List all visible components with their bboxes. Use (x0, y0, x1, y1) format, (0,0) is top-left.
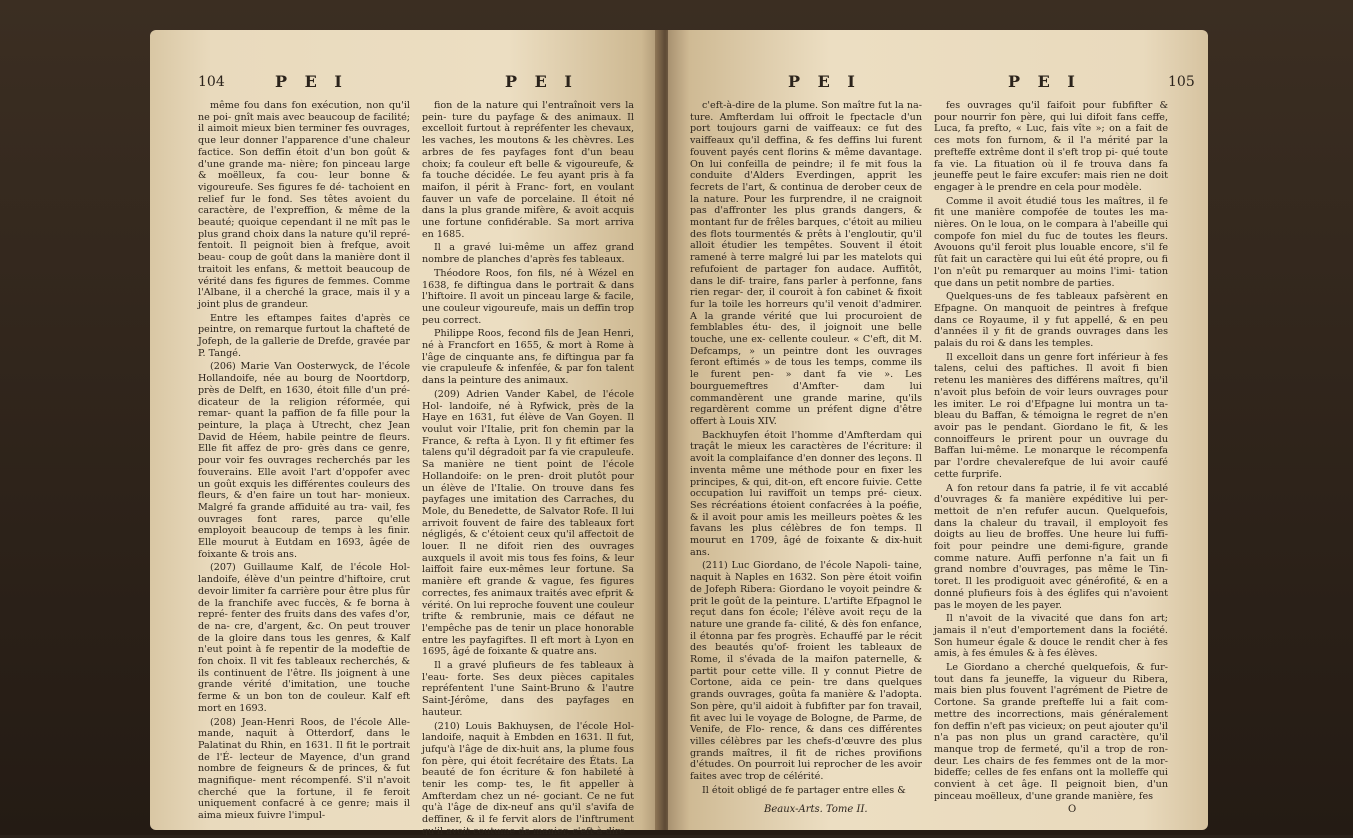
paragraph: Il étoit obligé de fe partager entre elles & (702, 784, 906, 796)
page-number-right: 105 (1168, 74, 1195, 90)
paragraph: Il n'avoit de la vivacité que dans fon art; jamais il n'eut d'emportement dans la fociété. Son humeur égale & douce le rendit cher à fes amis, à fes émules & à fes élèves. (934, 613, 1168, 660)
footer-signature-mark: O (1068, 804, 1077, 815)
paragraph: Philippe Roos, fecond fils de Jean Henri, né à Francfort en 1655, & mort à Rome à l'âge de cinquante ans, fe diftingua par fa vie crapuleufe & infenfée, & par fon talent dans la peinture des animaux. (422, 328, 634, 387)
paragraph: même fou dans fon exécution, non qu'il ne poi- gnît mais avec beaucoup de facilité; il aimoit mieux bien terminer fes ouvrages, que leur donner l'apparence d'une chaleur factice. Son deffin étoit d'un bon goût & d'une grande ma- nière; fon pinceau large & moëlleux, fa cou- leur bonne & vigoureufe. Ses figures fe dé- tachoient en relief fur le fond. Ses têtes avoient du caractère, de l'expreffion, & même de la beauté; quoique cependant il ne mît pas le plus grand choix dans la nature qu'il repré- fentoit. Il peignoit bien à frefque, avoit beau- coup de goût dans la manière dont il traitoit les enfans, & mettoit beaucoup de vérité dans fes figures de femmes. Comme l'Albane, il a cherché la grace, mais il y a joint plus de grandeur. (198, 100, 410, 310)
left-column-1 (198, 100, 410, 820)
paragraph: Backhuyfen étoit l'homme d'Amfterdam qui traçât le mieux les caractères de l'écriture: il avoit la complaifance d'en donner des leçons. Il inventa même une méthode pour en fixer les principes, & qui, dit-on, eft encore fuivie. Cette occupation lui raviffoit un temps pré- cieux. Ses récréations étoient confacrées à la poéfie, & il avoit pour amis les meilleurs poètes & les favans les plus célèbres de fon temps. Il mourut en 1709, âgé de foixante & dix-huit ans. (690, 429, 922, 558)
paragraph: (210) Louis Bakhuysen, de l'école Hol- landoife, naquit à Embden en 1631. Il fut, jufqu'à l'âge de dix-huit ans, la plume fous fon père, qui étoit fecrétaire des États. La beauté de fon écriture & fon habileté à tenir les comp- tes, le fit appeller à Amfterdam chez un né- gociant. Ce ne fut qu'à l'âge de dix-neuf ans qu'il s'avifa de deffiner, & il fe fervit alors de l'inftrument qu'il avoit coutume de manier, c'eft-à-dire (422, 720, 634, 837)
running-head-right-2: P E I (1008, 72, 1081, 91)
page-number-left: 104 (198, 74, 225, 90)
footer-volume-title: Beaux-Arts. Tome II. (764, 804, 868, 815)
paragraph: (211) Luc Giordano, de l'école Napoli- taine, naquit à Naples en 1632. Son père étoit voifin de Jofeph Ribera: Giordano le voyoit peindre & prit le goût de la peinture. L'artifte Efpagnol le reçut dans fon école; l'élève avoit reçu de la nature une grande fa- cilité, & dès fon enfance, il étonna par fes progrès. Echauffé par le récit des beautés qu'of- froient les tableaux de Rome, il s'évada de la maifon paternelle, & partit pour cette ville. Il y connut Pietre de Cortone, aida ce pein- tre dans quelques grands ouvrages, goûta fa manière & l'adopta. Son père, qu'il aidoit à fubfifter par fon travail, fit avec lui le voyage de Bologne, de Parme, de Venife, de Flo- rence, & dans ces différentes villes célèbres par les chefs-d'œuvre des plus grands maîtres, il fit de riches provifions d'études. On pourroit lui reprocher de les avoir faites avec trop de célérité. (690, 560, 922, 783)
right-page (668, 30, 1208, 830)
right-column-2 (934, 100, 1168, 820)
paragraph: Comme il avoit étudié tous les maîtres, il fe fit une manière compofée de toutes les ma- nières. On le loua, on le compara à l'abeille qui compofe fon miel du fuc de toutes les fleurs. Avouons qu'il feroit plus louable encore, s'il fe fût fait un caractère qui lui eût été propre, ou fi l'on n'eût pu remarquer au moins l'imi- tation que dans un petit nombre de parties. (934, 195, 1168, 289)
paragraph: Il excelloit dans un genre fort inférieur à fes talens, celui des paftiches. Il avoit fi bien retenu les manières des différens maîtres, qu'il n'avoit plus befoin de voir leurs ouvrages pour les imiter. Le roi d'Efpagne lui montra un ta- bleau du Baffan, & témoigna le regret de n'en avoir pas le pendant. Giordano le fit, & les connoiffeurs le prirent pour un ouvrage du Baffan lui-même. Le monarque le récompenfa par l'ordre chevalerefque de lui avoir caufé cette furprife. (934, 351, 1168, 480)
paragraph: Il a gravé lui-même un affez grand nombre de planches d'après fes tableaux. (422, 242, 634, 266)
paragraph: Le Giordano a cherché quelquefois, & fur- tout dans fa jeuneffe, la vigueur du Ribera, mais bien plus fouvent l'agrément de Pietre de Cortone. Sa grande prefteffe lui a fait com- mettre des incorrections, mais généralement fon deffin n'eft pas vicieux; on peut ajouter qu'il n'a pas non plus un grand caractère, qu'il manque trop de fermeté, qu'il a trop de ron- deur. Les chairs de fes femmes ont de la mor- bideffe; celles de fes enfans ont la molleffe qui convient à cet âge. Il peignoit bien, d'un pinceau moëlleux, d'une grande manière, fes (934, 662, 1168, 802)
paragraph: A fon retour dans fa patrie, il fe vit accablé d'ouvrages & fa manière expéditive lui per- mettoit de n'en refufer aucun. Quelquefois, dans la chaleur du travail, il employoit fes doigts au lieu de broffes. Une heure lui fuffi- foit pour peindre une demi-figure, grande comme nature. Auffi perfonne n'a fait un fi grand nombre d'ouvrages, pas même le Tin- toret. Il les prodiguoit avec générofité, & en a donné plufieurs fois à des églifes qui n'avoient pas le moyen de les payer. (934, 482, 1168, 611)
left-page (150, 30, 662, 837)
paragraph: (209) Adrien Vander Kabel, de l'école Hol- landoife, né à Ryfwick, près de la Haye en 1631, fut élève de Van Goyen. Il voulut voir l'Italie, prit fon chemin par la France, & refta à Lyon. Il y fit eftimer fes talens qu'il dégradoit par fa vie crapuleufe. Sa manière ne tient point de l'école Hollandoife: on le pren- droit plutôt pour un élève de l'Italie. On trouve dans fes payfages une imitation des Carraches, du Mole, du Benedette, de Salvator Rofe. Il lui arrivoit fouvent de faire des tableaux fort négligés, & c'étoient ceux qu'il affectoit de louer. Il ne difoit rien des ouvrages auxquels il avoit mis tous fes foins, & leur laiffoit faire eux-mêmes leur fortune. Sa manière eft grande & vague, fes figures correctes, fes animaux traités avec efprit & vérité. On lui reproche fouvent une couleur trifte & rembrunie, mais ce défaut ne l'empêche pas de tenir un place honorable entre les payfagiftes. Il eft mort à Lyon en 1695, âgé de foixante & quatre ans. (422, 388, 634, 658)
running-head-right-1: P E I (788, 72, 861, 91)
paragraph: (207) Guillaume Kalf, de l'école Hol- landoife, élève d'un peintre d'hiftoire, crut devoir limiter fa carrière pour être plus fûr de la franchife avec fuccès, & fe borna à repré- fenter des fruits dans des vafes d'or, de na- cre, d'argent, &c. On peut trouver de la gloire dans tous les genres, & Kalf n'eut point à fe repentir de la modeftie de fon choix. Il vit fes tableaux recherchés, & ils continuent de l'être. Ils joignent à une grande vérité d'imitation, une touche ferme & un bon ton de couleur. Kalf eft mort en 1693. (198, 562, 410, 714)
running-head-left-1: P E I (275, 72, 348, 91)
paragraph: fion de la nature qui l'entraînoit vers la pein- ture du payfage & des animaux. Il excelloit furtout à repréfenter les chevaux, les vaches, les moutons & les chèvres. Les arbres de fes payfages font d'un beau choix; fa couleur eft belle & vigoureufe, & fa touche décidée. Le feu ayant pris à fa maifon, il périt à Franc- fort, en voulant fauver un vafe de porcelaine. Il étoit né dans la plus grande mifère, & avoit acquis une fortune confidérable. Sa mort arriva en 1685. (422, 100, 634, 240)
paragraph: Il a gravé plufieurs de fes tableaux à l'eau- forte. Ses deux pièces capitales repréfentent l'une Saint-Bruno & l'autre Saint-Jérôme, dans des payfages en hauteur. (422, 660, 634, 718)
paragraph: Quelques-uns de fes tableaux pafsèrent en Efpagne. On manquoit de peintres à frefque dans ce Royaume, il y fut appellé, & en peu d'années il y fit de grands ouvrages dans les palais du roi & dans les temples. (934, 291, 1168, 350)
right-column-1 (690, 100, 922, 820)
paragraph: fes ouvrages qu'il faifoit pour fubfifter & pour nourrir fon père, qui lui difoit fans ceffe, Luca, fa prefto, « Luc, fais vîte »; on a fait de ces mots fon furnom, & il l'a mérité par la prefteffe extrême dont il s'eft trop pi- qué toute fa vie. La fituation où il fe trouva dans fa jeuneffe peut le faire excufer: mais rien ne doit engager à le prendre en cela pour modèle. (934, 100, 1168, 193)
paragraph: Théodore Roos, fon fils, né à Wézel en 1638, fe diftingua dans le portrait & dans l'hiftoire. Il avoit un pinceau large & facile, une couleur vigoureufe, mais un deffin trop peu correct. (422, 267, 634, 326)
left-column-2 (422, 100, 634, 837)
paragraph: (206) Marie Van Oosterwyck, de l'école Hollandoife, née au bourg de Noortdorp, près de Delft, en 1630, étoit fille d'un pré- dicateur de la religion réformée, qui remar- quant la paffion de fa fille pour la peinture, la plaça à Utrecht, chez Jean David de Héem, habile peintre de fleurs. Elle fit affez de pro- grès dans ce genre, pour voir fes ouvrages recherchés par les fouverains. Elle avoit l'art d'oppofer avec un goût exquis les différentes couleurs des fleurs, & d'en faire un tout har- monieux. Malgré fa grande affiduité au tra- vail, fes ouvrages font rares, parce qu'elle employoit beaucoup de temps à les finir. Elle mourut à Eutdam en 1693, âgée de foixante & trois ans. (198, 361, 410, 560)
paragraph: c'eft-à-dire de la plume. Son maître fut la na- ture. Amfterdam lui offroit le fpectacle d'un port toujours garni de vaiffeaux: ce fut des vaiffeaux qu'il deffina, & fes deffins lui furent fouvent payés cent florins & même davantage. On lui confeilla de peindre; il fe mit fous la conduite d'Alders Everdingen, apprit les fecrets de l'art, & continua de derober ceux de la nature. Pour les furprendre, il ne craignoit pas d'affronter les plus grands dangers, & montant fur de frêles barques, c'étoit au milieu des flots tourmentés & prêts à l'engloutir, qu'il alloit étudier les tempêtes. Souvent il étoit ramené à terre malgré lui par les matelots qui refufoient de partager fon audace. Auffitôt, dans le dif- traire, fans parler à perfonne, fans rien regar- der, il couroit à fon cabinet & fixoit fur la toile les horreurs qu'il venoit d'admirer. A la grande vérité que lui procuroient de femblables étu- des, il joignoit une belle touche, une ex- cellente couleur. « C'eft, dit M. Defcamps, » un peintre dont les ouvrages feront eftimés » de tous les temps, comme ils le furent pen- » dant fa vie ». Les bourguemeftres d'Amfter- dam lui commandèrent une grande marine, qu'ils regardèrent comme un préfent digne d'être offert à Louis XIV. (690, 100, 922, 427)
paragraph: Entre les eftampes faites d'après ce peintre, on remarque furtout la chafteté de Jofeph, de la gallerie de Drefde, gravée par P. Tangé. (198, 312, 410, 359)
running-head-left-2: P E I (505, 72, 578, 91)
paragraph: (208) Jean-Henri Roos, de l'école Alle- mande, naquit à Otterdorf, dans le Palatinat du Rhin, en 1631. Il fit le portrait de l'É- lecteur de Mayence, d'un grand nombre de feigneurs & de princes, & fut magnifique- ment récompenfé. S'il n'avoit cherché que la fortune, il fe feroit uniquement confacré à ce genre; mais il aima mieux fuivre l'impul- (198, 716, 410, 822)
